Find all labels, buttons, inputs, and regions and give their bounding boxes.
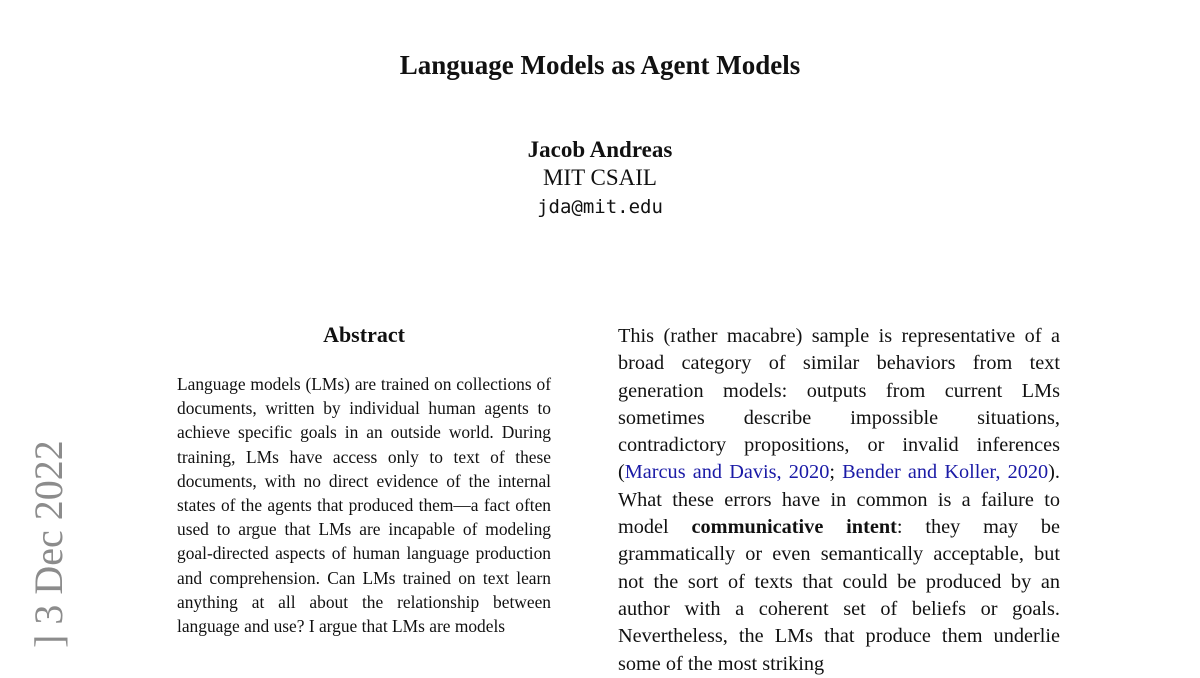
bold-term: communicative intent xyxy=(691,516,897,539)
abstract-heading: Abstract xyxy=(323,322,405,347)
author-block xyxy=(0,136,1200,222)
body-text: ). What these errors have in common is a failure to model xyxy=(618,461,1060,539)
author-name: Jacob Andreas xyxy=(527,137,673,162)
abstract-section xyxy=(177,320,551,638)
body-text: This (rather macabre) sample is representative of a broad category of similar behaviors from text generation models: outputs from current LMs sometimes describe impossible situations, contradictory propositions, or invalid inferences ( xyxy=(618,325,1060,484)
abstract-text: Language models (LMs) are trained on collections of documents, written by individual human agents to achieve specific goals in an outside world. During training, LMs have access only to text of these documents, with no direct evidence of the internal states of the agents that produced them—a fact often used to argue that LMs are incapable of modeling goal-directed aspects of human language production and comprehension. Can LMs trained on text learn anything at all about the relationship between language and use? I argue that LMs are models xyxy=(177,374,551,637)
citation-link[interactable]: Marcus and Davis, 2020 xyxy=(624,461,830,484)
paper-title: Language Models as Agent Models xyxy=(399,50,801,80)
arxiv-side-stamp: ] 3 Dec 2022 xyxy=(26,440,71,648)
citation-link[interactable]: Bender and Koller, 2020 xyxy=(842,461,1049,484)
body-column-right xyxy=(618,323,1060,678)
body-paragraph xyxy=(618,323,1060,678)
author-affiliation: MIT CSAIL xyxy=(543,165,657,190)
body-text: : they may be grammatically or even semantically acceptable, but not the sort of texts that could be produced by an author with a coherent set of beliefs or goals. Nevertheless, the LMs that produce them underlie some of the most striking xyxy=(618,516,1060,675)
citation-separator: ; xyxy=(829,461,843,484)
author-email[interactable]: jda@mit.edu xyxy=(537,196,663,218)
